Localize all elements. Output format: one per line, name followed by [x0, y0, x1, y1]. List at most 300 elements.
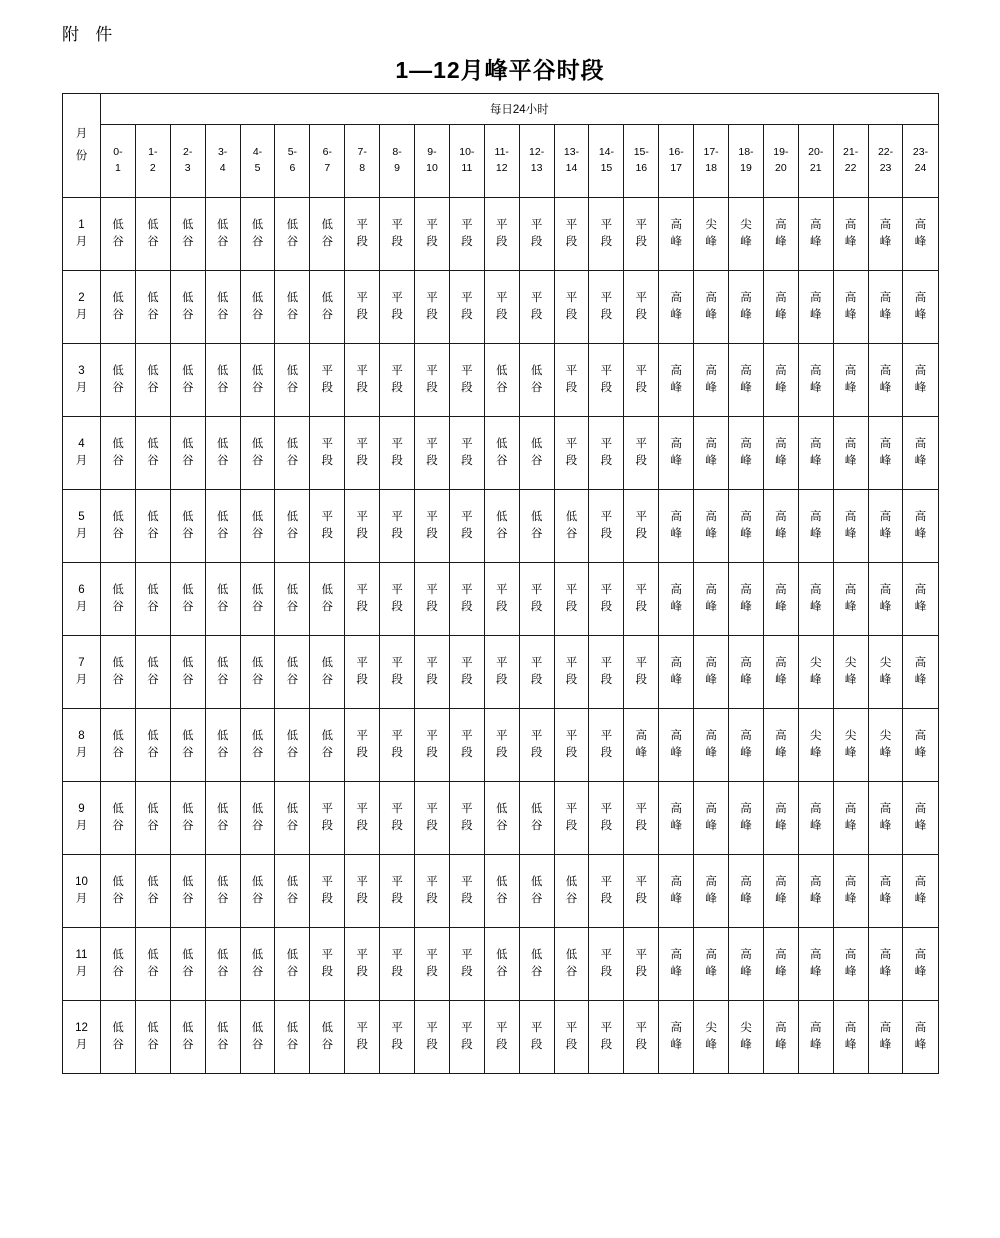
hour-column-header	[554, 125, 589, 198]
period-label-char: 低	[321, 219, 334, 232]
period-cell	[240, 198, 275, 271]
page-title: 1—12月峰平谷时段	[395, 57, 605, 83]
period-label-char: 峰	[635, 747, 648, 759]
period-label-char: 高	[775, 438, 787, 451]
period-label-char: 高	[670, 657, 682, 670]
period-label-char: 段	[635, 893, 648, 905]
period-cell	[449, 417, 484, 490]
period-label-char: 段	[461, 820, 473, 832]
period-cell	[833, 928, 868, 1001]
month-cell	[63, 855, 101, 928]
period-cell	[170, 636, 205, 709]
hour-range-end: 19	[740, 162, 752, 174]
period-cell	[345, 636, 380, 709]
period-label-char: 高	[740, 949, 752, 962]
period-cell	[170, 198, 205, 271]
period-label-char: 高	[670, 219, 682, 232]
period-label-char: 谷	[216, 601, 229, 613]
period-label-char: 谷	[251, 674, 264, 686]
period-cell	[275, 709, 310, 782]
period-label-char: 平	[426, 511, 438, 524]
period-label-char: 平	[530, 730, 543, 743]
period-label-char: 谷	[181, 309, 194, 321]
period-label-char: 段	[600, 747, 613, 759]
period-cell	[729, 271, 764, 344]
period-label-char: 低	[530, 365, 543, 378]
period-label-char: 峰	[775, 820, 787, 832]
period-label-char: 峰	[670, 382, 682, 394]
period-label-char: 段	[391, 601, 403, 613]
period-label-char: 谷	[565, 528, 578, 540]
period-label-char: 谷	[565, 893, 578, 905]
month-label-line: 8	[78, 730, 85, 743]
period-cell	[624, 1001, 659, 1074]
period-cell	[101, 271, 136, 344]
period-cell	[135, 417, 170, 490]
period-label-char: 段	[461, 236, 473, 248]
period-label-char: 峰	[879, 528, 892, 540]
period-cell	[101, 417, 136, 490]
hour-range-start: 5-	[287, 146, 298, 159]
period-label-char: 段	[321, 966, 334, 978]
period-label-char: 低	[147, 730, 159, 743]
period-label-char: 峰	[705, 747, 717, 759]
period-cell	[694, 928, 729, 1001]
period-cell	[868, 636, 903, 709]
month-label-line: 1	[78, 219, 85, 232]
month-cell	[63, 417, 101, 490]
period-cell	[903, 855, 938, 928]
period-label-char: 高	[775, 876, 787, 889]
period-label-char: 峰	[879, 674, 892, 686]
period-cell	[345, 855, 380, 928]
period-label-char: 高	[844, 219, 857, 232]
period-label-char: 低	[112, 438, 124, 451]
period-label-char: 峰	[914, 820, 927, 832]
period-label-char: 平	[356, 803, 368, 816]
period-cell	[345, 563, 380, 636]
period-label-char: 低	[565, 949, 578, 962]
hour-range-end: 13	[530, 162, 543, 174]
period-label-char: 峰	[705, 382, 717, 394]
period-cell	[659, 490, 694, 563]
daily-hours-header: 每日24小时	[101, 94, 939, 125]
period-cell	[415, 855, 450, 928]
period-label-char: 低	[286, 219, 299, 232]
period-cell	[903, 782, 938, 855]
month-cell	[63, 709, 101, 782]
period-label-char: 平	[461, 1022, 473, 1035]
period-cell	[903, 490, 938, 563]
period-label-char: 低	[147, 365, 159, 378]
period-label-char: 段	[426, 966, 438, 978]
period-label-char: 低	[286, 949, 299, 962]
period-label-char: 平	[565, 803, 578, 816]
period-label-char: 平	[426, 365, 438, 378]
period-label-char: 高	[914, 438, 927, 451]
period-cell	[903, 709, 938, 782]
period-label-char: 谷	[286, 382, 299, 394]
period-cell	[484, 636, 519, 709]
period-cell	[484, 344, 519, 417]
period-label-char: 段	[356, 382, 368, 394]
period-label-char: 谷	[286, 820, 299, 832]
period-label-char: 平	[391, 292, 403, 305]
period-cell	[694, 1001, 729, 1074]
period-label-char: 峰	[914, 966, 927, 978]
period-label-char: 谷	[286, 747, 299, 759]
period-label-char: 高	[914, 292, 927, 305]
period-label-char: 高	[914, 657, 927, 670]
period-label-char: 峰	[879, 893, 892, 905]
period-cell	[903, 198, 938, 271]
period-label-char: 平	[356, 438, 368, 451]
period-cell	[694, 271, 729, 344]
month-label-line: 12	[75, 1022, 88, 1035]
month-label-line: 月	[75, 455, 88, 467]
period-label-char: 低	[251, 292, 264, 305]
period-cell	[101, 636, 136, 709]
period-label-char: 平	[391, 219, 403, 232]
period-label-char: 高	[879, 803, 892, 816]
period-label-char: 峰	[844, 966, 857, 978]
period-cell	[694, 709, 729, 782]
period-cell	[275, 271, 310, 344]
hour-range-end: 7	[324, 162, 331, 174]
period-cell	[798, 198, 833, 271]
hour-column-header	[519, 125, 554, 198]
period-label-char: 平	[495, 219, 508, 232]
period-label-char: 段	[426, 382, 438, 394]
period-cell	[519, 928, 554, 1001]
month-label-line: 3	[78, 365, 85, 378]
period-label-char: 谷	[251, 528, 264, 540]
corner-header-line: 月	[75, 127, 88, 140]
period-label-char: 低	[181, 584, 194, 597]
period-label-char: 平	[461, 438, 473, 451]
table-row	[63, 709, 939, 782]
period-label-char: 段	[391, 820, 403, 832]
period-cell	[694, 417, 729, 490]
hour-range-start: 13-	[563, 146, 580, 159]
period-cell	[101, 1001, 136, 1074]
period-label-char: 高	[914, 876, 927, 889]
period-label-char: 谷	[112, 747, 124, 759]
period-cell	[659, 928, 694, 1001]
period-label-char: 低	[251, 1022, 264, 1035]
period-cell	[345, 490, 380, 563]
period-label-char: 峰	[844, 455, 857, 467]
period-cell	[798, 782, 833, 855]
period-cell	[554, 1001, 589, 1074]
period-label-char: 平	[600, 438, 613, 451]
period-label-char: 谷	[112, 1039, 124, 1051]
period-label-char: 段	[356, 820, 368, 832]
period-label-char: 高	[670, 438, 682, 451]
month-label-line: 10	[75, 876, 88, 889]
period-label-char: 谷	[147, 1039, 159, 1051]
hour-range-start: 9-	[427, 146, 437, 159]
period-label-char: 高	[705, 365, 717, 378]
period-cell	[798, 490, 833, 563]
period-label-char: 高	[705, 803, 717, 816]
period-cell	[833, 271, 868, 344]
period-label-char: 平	[495, 730, 508, 743]
hour-column-header	[240, 125, 275, 198]
period-label-char: 段	[356, 236, 368, 248]
period-cell	[833, 563, 868, 636]
period-label-char: 峰	[740, 455, 752, 467]
period-label-char: 平	[356, 949, 368, 962]
period-cell	[275, 928, 310, 1001]
period-label-char: 峰	[844, 1039, 857, 1051]
period-cell	[240, 782, 275, 855]
period-label-char: 平	[391, 584, 403, 597]
period-label-char: 低	[321, 657, 334, 670]
period-label-char: 低	[321, 292, 334, 305]
period-label-char: 谷	[181, 382, 194, 394]
period-cell	[310, 1001, 345, 1074]
period-label-char: 平	[565, 730, 578, 743]
period-label-char: 低	[112, 511, 124, 524]
period-cell	[170, 344, 205, 417]
period-cell	[170, 782, 205, 855]
period-cell	[449, 928, 484, 1001]
period-label-char: 段	[565, 455, 578, 467]
period-label-char: 峰	[810, 455, 822, 467]
period-label-char: 高	[810, 1022, 822, 1035]
hour-range-start: 18-	[738, 146, 754, 159]
period-label-char: 高	[775, 803, 787, 816]
period-label-char: 高	[775, 292, 787, 305]
period-label-char: 低	[112, 1022, 124, 1035]
period-cell	[729, 928, 764, 1001]
period-label-char: 谷	[181, 747, 194, 759]
period-label-char: 低	[147, 803, 159, 816]
period-label-char: 平	[391, 803, 403, 816]
period-cell	[903, 344, 938, 417]
hour-column-header	[205, 125, 240, 198]
period-label-char: 高	[879, 949, 892, 962]
period-label-char: 高	[705, 657, 717, 670]
period-label-char: 谷	[286, 893, 299, 905]
period-label-char: 平	[321, 949, 334, 962]
period-label-char: 谷	[530, 455, 543, 467]
period-cell	[135, 271, 170, 344]
period-label-char: 低	[216, 657, 229, 670]
period-cell	[659, 271, 694, 344]
period-label-char: 高	[844, 584, 857, 597]
period-label-char: 峰	[844, 820, 857, 832]
period-label-char: 谷	[286, 528, 299, 540]
period-label-char: 平	[426, 438, 438, 451]
table-row	[63, 563, 939, 636]
period-label-char: 低	[216, 1022, 229, 1035]
period-label-char: 低	[216, 365, 229, 378]
period-label-char: 峰	[775, 236, 787, 248]
table-row	[63, 782, 939, 855]
period-label-char: 峰	[879, 820, 892, 832]
period-label-char: 谷	[112, 674, 124, 686]
hour-range-start: 4-	[252, 146, 263, 159]
month-label-line: 月	[75, 747, 88, 759]
period-label-char: 谷	[321, 674, 334, 686]
period-label-char: 平	[565, 365, 578, 378]
period-label-char: 段	[635, 966, 648, 978]
period-label-char: 段	[461, 893, 473, 905]
period-cell	[519, 198, 554, 271]
period-label-char: 低	[495, 438, 508, 451]
period-label-char: 平	[356, 730, 368, 743]
period-label-char: 谷	[112, 820, 124, 832]
period-label-char: 段	[356, 455, 368, 467]
period-label-char: 低	[216, 438, 229, 451]
period-label-char: 高	[879, 1022, 892, 1035]
hour-range-start: 14-	[598, 146, 614, 159]
period-label-char: 尖	[879, 657, 892, 670]
period-cell	[449, 855, 484, 928]
period-cell	[589, 855, 624, 928]
schedule-table-wrap	[62, 93, 938, 1074]
period-label-char: 段	[600, 528, 613, 540]
period-cell	[205, 417, 240, 490]
period-cell	[170, 563, 205, 636]
period-label-char: 段	[426, 455, 438, 467]
period-cell	[240, 344, 275, 417]
period-label-char: 峰	[810, 309, 822, 321]
period-cell	[310, 198, 345, 271]
period-label-char: 峰	[879, 236, 892, 248]
period-cell	[240, 928, 275, 1001]
month-cell	[63, 928, 101, 1001]
period-label-char: 谷	[530, 382, 543, 394]
period-cell	[798, 709, 833, 782]
period-label-char: 段	[530, 674, 543, 686]
hour-column-header	[763, 125, 798, 198]
period-label-char: 低	[181, 438, 194, 451]
period-label-char: 平	[635, 949, 648, 962]
period-label-char: 低	[286, 1022, 299, 1035]
period-label-char: 谷	[147, 382, 159, 394]
period-label-char: 谷	[112, 455, 124, 467]
period-label-char: 谷	[181, 236, 194, 248]
period-cell	[101, 490, 136, 563]
period-cell	[484, 271, 519, 344]
period-label-char: 低	[286, 584, 299, 597]
period-label-char: 低	[147, 438, 159, 451]
period-label-char: 段	[600, 601, 613, 613]
hour-range-end: 5	[254, 162, 261, 174]
month-cell	[63, 782, 101, 855]
period-label-char: 低	[181, 730, 194, 743]
period-label-char: 段	[495, 309, 508, 321]
period-label-char: 谷	[112, 601, 124, 613]
hour-range-start: 3-	[217, 146, 228, 159]
period-label-char: 低	[216, 949, 229, 962]
period-label-char: 平	[426, 584, 438, 597]
period-cell	[415, 782, 450, 855]
period-cell	[345, 782, 380, 855]
period-cell	[554, 198, 589, 271]
period-cell	[903, 636, 938, 709]
period-label-char: 高	[879, 584, 892, 597]
period-label-char: 峰	[810, 893, 822, 905]
month-cell	[63, 198, 101, 271]
period-label-char: 平	[565, 584, 578, 597]
hour-range-end: 10	[426, 162, 438, 174]
period-label-char: 平	[461, 219, 473, 232]
table-body	[63, 198, 939, 1074]
period-label-char: 段	[600, 455, 613, 467]
period-cell	[380, 563, 415, 636]
period-cell	[240, 855, 275, 928]
period-label-char: 峰	[775, 966, 787, 978]
period-label-char: 高	[844, 1022, 857, 1035]
period-label-char: 平	[461, 365, 473, 378]
corner-header-month	[63, 94, 101, 198]
period-label-char: 谷	[251, 309, 264, 321]
period-label-char: 段	[356, 747, 368, 759]
period-cell	[449, 490, 484, 563]
period-label-char: 峰	[670, 820, 682, 832]
period-label-char: 平	[356, 292, 368, 305]
hour-range-end: 20	[775, 162, 787, 174]
period-label-char: 谷	[251, 382, 264, 394]
hour-range-end: 17	[670, 162, 683, 174]
period-label-char: 平	[391, 876, 403, 889]
month-label-line: 2	[78, 292, 85, 305]
hour-column-header	[170, 125, 205, 198]
period-label-char: 低	[251, 876, 264, 889]
period-label-char: 峰	[879, 601, 892, 613]
period-cell	[205, 490, 240, 563]
period-cell	[624, 271, 659, 344]
period-label-char: 平	[495, 292, 508, 305]
period-cell	[624, 563, 659, 636]
period-cell	[798, 563, 833, 636]
period-label-char: 段	[600, 382, 613, 394]
period-label-char: 谷	[147, 309, 159, 321]
period-cell	[275, 490, 310, 563]
period-cell	[449, 782, 484, 855]
period-label-char: 谷	[251, 747, 264, 759]
period-label-char: 峰	[775, 674, 787, 686]
period-cell	[554, 490, 589, 563]
period-cell	[868, 198, 903, 271]
period-label-char: 低	[321, 584, 334, 597]
period-label-char: 峰	[914, 601, 927, 613]
period-label-char: 平	[530, 584, 543, 597]
period-cell	[449, 709, 484, 782]
period-label-char: 高	[879, 876, 892, 889]
period-cell	[833, 198, 868, 271]
period-cell	[554, 344, 589, 417]
period-cell	[903, 563, 938, 636]
period-label-char: 低	[147, 219, 159, 232]
period-label-char: 峰	[670, 601, 682, 613]
period-cell	[240, 1001, 275, 1074]
period-label-char: 谷	[147, 601, 159, 613]
period-label-char: 峰	[705, 309, 717, 321]
period-label-char: 段	[635, 455, 648, 467]
period-label-char: 低	[495, 511, 508, 524]
period-cell	[868, 563, 903, 636]
period-label-char: 峰	[844, 601, 857, 613]
hour-range-end: 3	[184, 162, 191, 174]
period-cell	[763, 636, 798, 709]
period-cell	[415, 490, 450, 563]
period-label-char: 低	[565, 876, 578, 889]
